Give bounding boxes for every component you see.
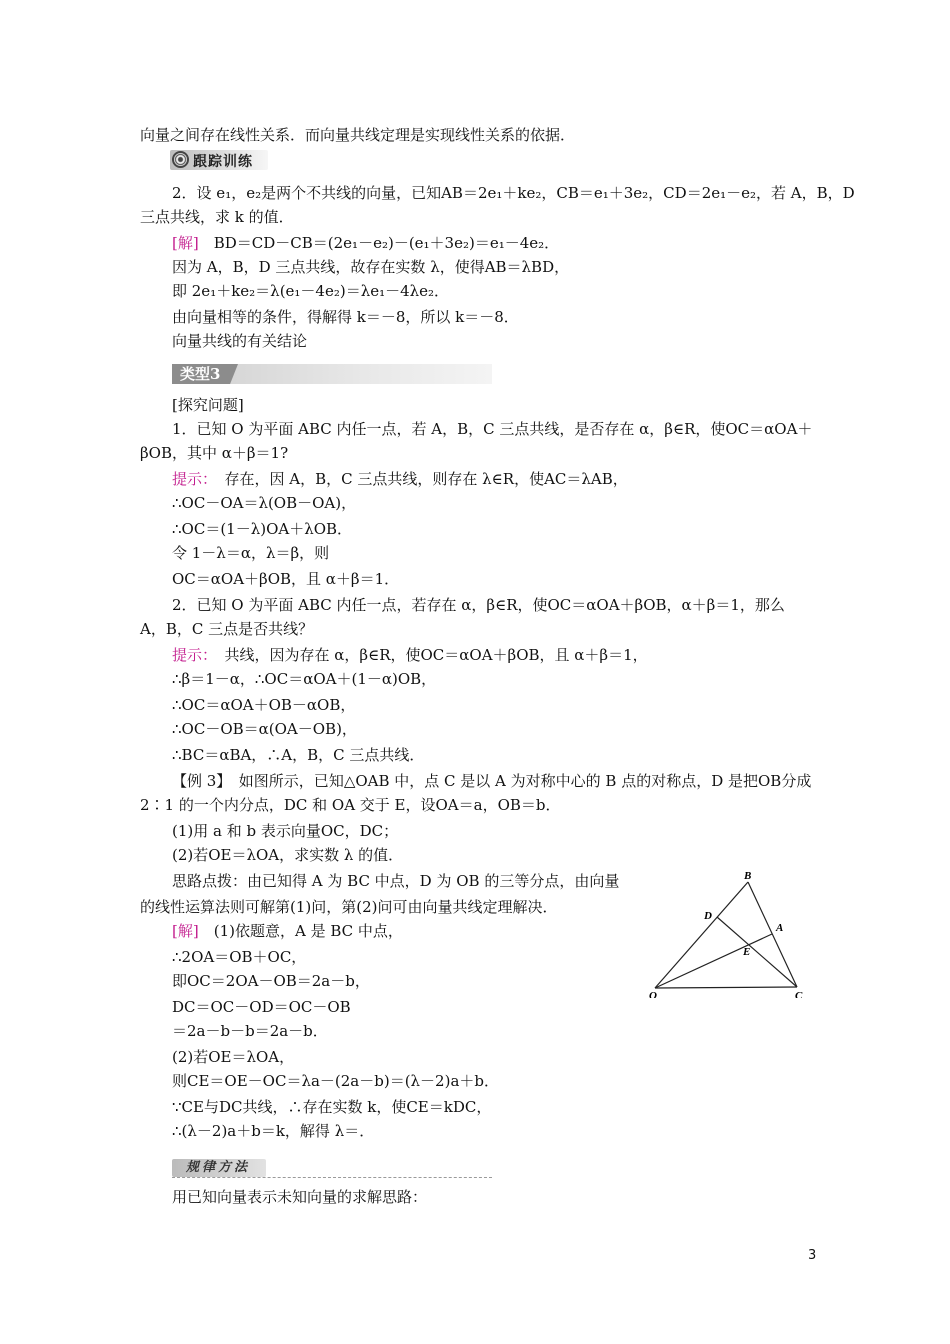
label-D: D — [704, 910, 712, 922]
text-line — [172, 1186, 427, 1208]
line-text: ∴OC－OB＝α(OA－OB)， — [172, 720, 357, 738]
text-line — [172, 394, 244, 416]
line-text: ∵CE与DC共线，∴存在实数 k，使CE＝kDC， — [172, 1098, 492, 1116]
text-line — [140, 206, 294, 228]
type-3-banner — [172, 364, 492, 384]
line-text: ∴OC＝αOA＋OB－αOB， — [172, 696, 356, 714]
segment-OC — [655, 987, 797, 988]
line-text: 共线，因为存在 α，β∈R，使OC＝αOA＋βOB，且 α＋β＝1， — [224, 646, 648, 664]
line-text: ∴BC＝αBA，∴A，B，C 三点共线． — [172, 746, 425, 764]
text-line — [172, 306, 519, 328]
label-B: B — [744, 870, 752, 882]
rule-method-banner — [172, 1159, 492, 1178]
text-line — [140, 618, 313, 640]
line-text: ＝2a－b－b＝2a－b． — [172, 1022, 328, 1040]
line-text: 令 1－λ＝α，λ＝β，则 — [172, 544, 330, 562]
text-line — [172, 1096, 491, 1118]
label-O: O — [649, 990, 657, 998]
text-line — [172, 1020, 328, 1042]
follow-training-banner — [170, 150, 268, 170]
target-icon — [172, 151, 189, 168]
text-line — [172, 568, 399, 590]
line-text: ∴β＝1－α，∴OC＝αOA＋(1－α)OB， — [172, 670, 437, 688]
text-line — [172, 256, 569, 278]
line-text: 存在，因 A，B，C 三点共线，则存在 λ∈R，使AC＝λAB， — [224, 470, 628, 488]
line-text: (2)若OE＝λOA， — [172, 1048, 295, 1066]
text-line — [172, 232, 559, 254]
text-line — [172, 468, 628, 490]
line-text: βOB，其中 α＋β＝1? — [140, 444, 289, 462]
line-text: (2)若OE＝λOA，求实数 λ 的值． — [172, 846, 404, 864]
line-text: 的线性运算法则可解第(1)问，第(2)问可由向量共线定理解决． — [140, 898, 558, 916]
label-E: E — [743, 946, 751, 958]
text-line — [172, 280, 449, 302]
page-number: 3 — [808, 1248, 817, 1263]
text-line — [172, 946, 306, 968]
text-line — [172, 1046, 294, 1068]
line-text: 向量共线的有关结论 — [172, 332, 308, 350]
answer-tag: 提示： — [172, 470, 210, 488]
text-line — [172, 330, 307, 352]
line-text: OC＝αOA＋βOB，且 α＋β＝1． — [172, 570, 400, 588]
text-line — [140, 896, 558, 918]
text-line — [172, 542, 329, 564]
line-text: ∴OC＝(1－λ)OA＋λOB． — [172, 520, 353, 538]
line-text: 思路点拨：由已知得 A 为 BC 中点，D 为 OB 的三等分点，由向量 — [172, 872, 620, 890]
text-line — [172, 492, 356, 514]
banner-label: 跟踪训练 — [193, 154, 253, 170]
label-C: C — [795, 990, 803, 998]
line-text: 用已知向量表示未知向量的求解思路： — [172, 1188, 428, 1206]
line-text: 2∶1 的一个内分点，DC 和 OA 交于 E，设OA＝a，OB＝b． — [140, 796, 561, 814]
line-text: 三点共线，求 k 的值． — [140, 208, 294, 226]
text-line — [172, 594, 785, 616]
triangle-figure — [640, 868, 815, 998]
line-text: [探究问题] — [172, 396, 244, 414]
text-line — [172, 744, 424, 766]
line-text: (1)用 a 和 b 表示向量OC，DC； — [172, 822, 399, 840]
line-text: A，B，C 三点是否共线？ — [140, 620, 314, 638]
line-text: 1．已知 O 为平面 ABC 内任一点，若 A，B，C 三点共线，是否存在 α，β∈R，使OC＝αOA＋ — [172, 420, 813, 438]
text-line — [140, 124, 575, 146]
text-line — [172, 518, 352, 540]
line-text: 因为 A，B，D 三点共线，故存在实数 λ，使得AB＝λBD， — [172, 258, 570, 276]
line-text: ∴2OA＝OB＋OC， — [172, 948, 307, 966]
line-text: BD＝CD－CB＝(2e₁－e₂)－(e₁＋3e₂)＝e₁－4e₂． — [213, 234, 560, 252]
text-line — [172, 996, 351, 1018]
text-line — [172, 1120, 374, 1142]
line-text: DC＝OC－OD＝OC－OB — [172, 998, 351, 1016]
text-line — [172, 870, 619, 892]
segment-BC — [748, 882, 797, 987]
answer-tag: [解] — [172, 234, 199, 252]
text-line — [172, 1070, 499, 1092]
text-line — [172, 770, 811, 792]
line-text: 2．设 e₁，e₂是两个不共线的向量，已知AB＝2e₁＋ke₂，CB＝e₁＋3e₂，CD＝2e₁－e₂，若 A，B，D — [172, 184, 855, 202]
label-A: A — [776, 922, 784, 934]
text-line — [172, 820, 398, 842]
segment-OB — [655, 882, 751, 988]
text-line — [172, 644, 648, 666]
line-text: ∴(λ－2)a＋b＝k，解得 λ＝． — [172, 1122, 375, 1140]
segment-OA — [655, 934, 772, 988]
line-text: 即 2e₁＋ke₂＝λ(e₁－4e₂)＝λe₁－4λe₂． — [172, 282, 450, 300]
text-line — [172, 182, 855, 204]
line-text: 【例 3】 如图所示，已知△OAB 中，点 C 是以 A 为对称中心的 B 点的对称点，D 是把OB分成 — [172, 772, 812, 790]
segment-DC — [717, 917, 797, 987]
line-text: 向量之间存在线性关系．而向量共线定理是实现线性关系的依据． — [140, 126, 576, 144]
banner-label: 类型3 — [180, 365, 221, 383]
text-line — [172, 920, 403, 942]
text-line — [140, 794, 561, 816]
text-line — [172, 844, 403, 866]
answer-tag: [解] — [172, 922, 199, 940]
line-text: 则CE＝OE－OC＝λa－(2a－b)＝(λ－2)a＋b． — [172, 1072, 499, 1090]
answer-tag: 提示： — [172, 646, 210, 664]
line-text: 由向量相等的条件，得解得 k＝－8，所以 k＝－8． — [172, 308, 519, 326]
text-line — [140, 442, 288, 464]
line-text: 即OC＝2OA－OB＝2a－b， — [172, 972, 370, 990]
text-line — [172, 718, 357, 740]
text-line — [172, 418, 812, 440]
text-line — [172, 668, 436, 690]
line-text: ∴OC－OA＝λ(OB－OA)， — [172, 494, 357, 512]
banner-label: 规律方法 — [186, 1160, 251, 1175]
text-line — [172, 694, 355, 716]
line-text: 2．已知 O 为平面 ABC 内任一点，若存在 α，β∈R，使OC＝αOA＋βOB，α＋β＝1，那么 — [172, 596, 785, 614]
line-text: (1)依题意，A 是 BC 中点， — [213, 922, 403, 940]
text-line — [172, 970, 370, 992]
